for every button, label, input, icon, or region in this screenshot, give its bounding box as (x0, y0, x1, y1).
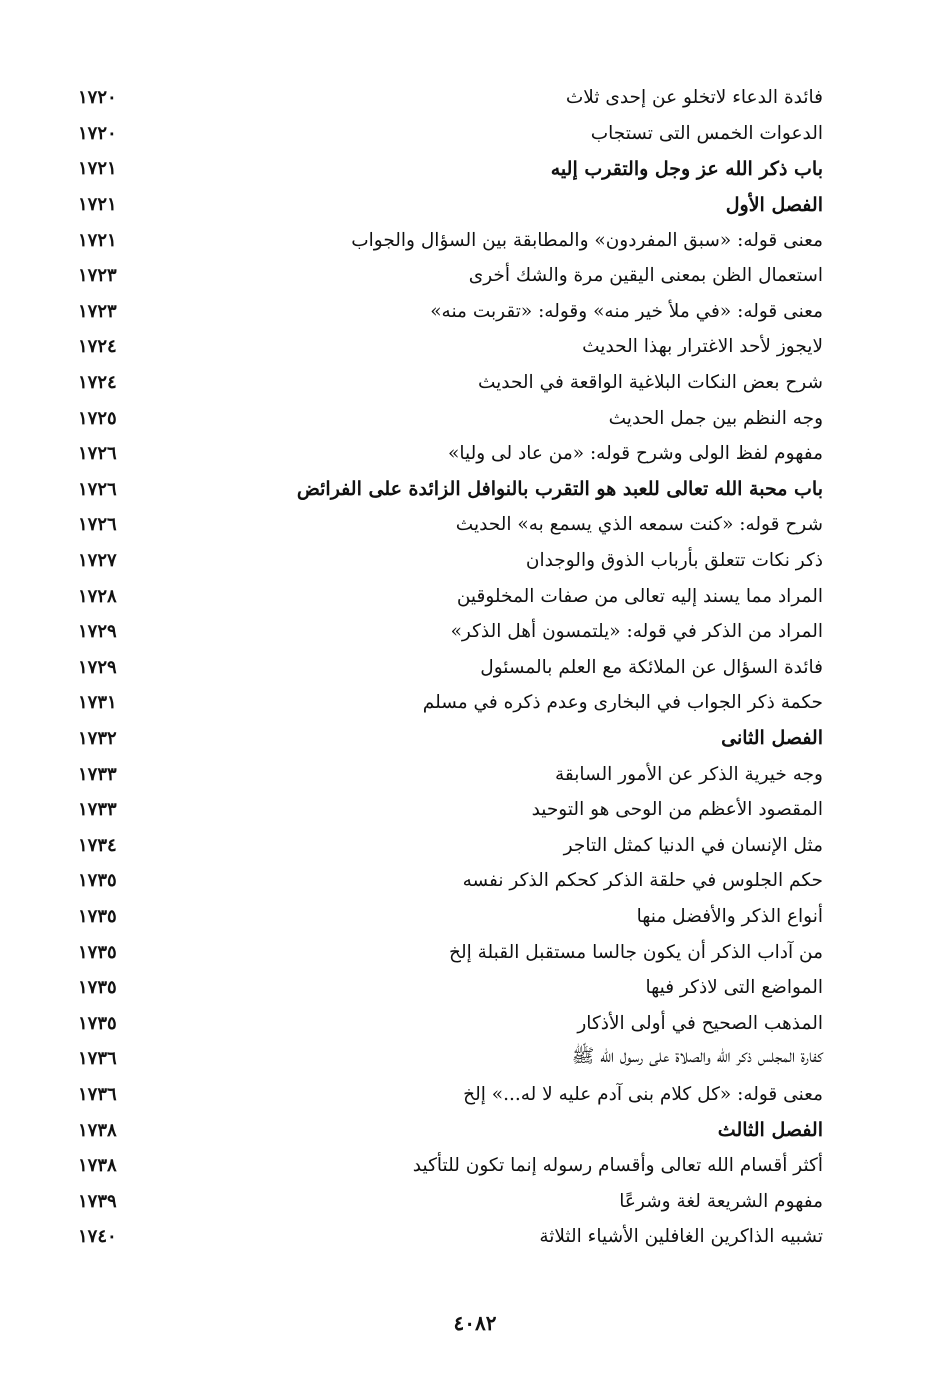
toc-entry-title: شرح قوله: «كنت سمعه الذي يسمع به» الحديث (455, 514, 823, 536)
toc-entry-row (78, 258, 823, 294)
toc-page-number: ١٧٣٥ (78, 1012, 117, 1034)
toc-page-number: ١٧٢٤ (78, 336, 117, 358)
toc-page-number: ١٧٢٣ (78, 265, 117, 287)
toc-page-number: ١٧٣٤ (78, 834, 117, 856)
toc-entry-row (78, 650, 823, 686)
toc-page-number: ١٧٢٩ (78, 621, 117, 643)
toc-entry-row (78, 400, 823, 436)
toc-entry-title: مفهوم الشريعة لغة وشرعًا (619, 1190, 823, 1212)
toc-page-number: ١٧٣٦ (78, 1048, 117, 1070)
toc-page-number: ١٧٣٨ (78, 1155, 117, 1177)
toc-entry-row (78, 80, 823, 116)
toc-entry-title: الدعوات الخمس التى تستجاب (590, 122, 823, 144)
toc-entry-row (78, 792, 823, 828)
toc-entry-row (78, 222, 823, 258)
toc-page-number: ١٧٣٢ (78, 727, 117, 749)
toc-page-number: ١٧٣٩ (78, 1190, 117, 1212)
toc-entry-row (78, 934, 823, 970)
toc-entry-row (78, 1183, 823, 1219)
toc-page-number: ١٧٣٣ (78, 763, 117, 785)
toc-entry-row (78, 1005, 823, 1041)
toc-page-number: ١٧٣٥ (78, 870, 117, 892)
toc-entry-title: حكم الجلوس في حلقة الذكر كحكم الذكر نفسه (462, 870, 823, 892)
toc-entry-title: وجه النظم بين جمل الحديث (608, 407, 823, 429)
toc-entry-row (78, 1148, 823, 1184)
toc-heading-row (78, 472, 823, 508)
toc-page-number: ١٧٣٦ (78, 1083, 117, 1105)
toc-page-number: ١٧٢٣ (78, 300, 117, 322)
toc-entry-row (78, 1219, 823, 1255)
toc-entry-title: ذكر نكات تتعلق بأرباب الذوق والوجدان (525, 550, 823, 572)
toc-page-number: ١٧٢١ (78, 158, 117, 180)
toc-heading-row (78, 721, 823, 757)
toc-page-number: ١٧٣٥ (78, 977, 117, 999)
page-number: ٤٠٨٢ (453, 1311, 497, 1335)
toc-entry-row (78, 507, 823, 543)
toc-heading-row (78, 151, 823, 187)
toc-page-number: ١٧٢٨ (78, 585, 117, 607)
toc-page-number: ١٧٢٩ (78, 656, 117, 678)
toc-heading-title: الفصل الثالث (717, 1119, 823, 1142)
toc-entry-title: فائدة السؤال عن الملائكة مع العلم بالمسئول (480, 656, 823, 678)
toc-entry-row (78, 543, 823, 579)
toc-entry-row (78, 614, 823, 650)
toc-entry-row (78, 899, 823, 935)
toc-entry-title: وجه خيرية الذكر عن الأمور السابقة (554, 763, 823, 785)
toc-page-number: ١٧٣٨ (78, 1119, 117, 1141)
toc-entry-row (78, 365, 823, 401)
toc-page-number: ١٧٣٣ (78, 799, 117, 821)
toc-page-number: ١٧٢٠ (78, 87, 117, 109)
toc-page-number: ١٧٢٧ (78, 550, 117, 572)
toc-entry-title: أكثر أقسام الله تعالى وأقسام رسوله إنما تكون للتأكيد (412, 1155, 823, 1177)
toc-page-number: ١٧٣٥ (78, 905, 117, 927)
toc-entry-row (78, 1041, 823, 1077)
toc-page-number: ١٧٢٤ (78, 372, 117, 394)
toc-entry-title: شرح بعض النكات البلاغية الواقعة في الحديث (477, 372, 823, 394)
toc-entry-title: لايجوز لأحد الاغترار بهذا الحديث (582, 336, 823, 358)
toc-entry-row (78, 1077, 823, 1113)
toc-page-number: ١٧٢١ (78, 229, 117, 251)
toc-entry-row (78, 756, 823, 792)
toc-heading-title: باب محبة الله تعالى للعبد هو التقرب بالنوافل الزائدة على الفرائض (296, 478, 823, 501)
toc-entry-title: أنواع الذكر والأفضل منها (636, 905, 823, 927)
toc-heading-title: الفصل الثانى (721, 727, 823, 750)
toc-entry-title: مفهوم لفظ الولى وشرح قوله: «من عاد لى وليا» (448, 443, 823, 465)
toc-entry-row (78, 294, 823, 330)
toc-page-number: ١٧٢٦ (78, 478, 117, 500)
toc-entry-title: معنى قوله: «سبق المفردون» والمطابقة بين السؤال والجواب (351, 229, 823, 251)
toc-entry-row (78, 863, 823, 899)
toc-entry-title: فائدة الدعاء لاتخلو عن إحدى ثلاث (565, 87, 823, 109)
toc-entry-row (78, 578, 823, 614)
toc-page-number: ١٧٣٥ (78, 941, 117, 963)
toc-entry-title: استعمال الظن بمعنى اليقين مرة والشك أخرى (468, 265, 823, 287)
toc-entry-row (78, 116, 823, 152)
toc-page-number: ١٧٣١ (78, 692, 117, 714)
toc-page-number: ١٧٤٠ (78, 1226, 117, 1248)
toc-heading-title: الفصل الأول (725, 193, 823, 216)
toc-entry-row (78, 685, 823, 721)
toc-page-number: ١٧٢١ (78, 194, 117, 216)
toc-heading-title: باب ذكر الله عز وجل والتقرب إليه (550, 157, 823, 180)
toc-entry-row (78, 329, 823, 365)
toc-entry-title: معنى قوله: «كل كلام بنى آدم عليه لا له...» إلخ (463, 1083, 823, 1105)
toc-entry-title: تشبيه الذاكرين الغافلين الأشياء الثلاثة (539, 1226, 823, 1248)
toc-entry-row (78, 827, 823, 863)
table-of-contents (78, 80, 823, 1255)
toc-entry-title: مثل الإنسان في الدنيا كمثل التاجر (563, 834, 823, 856)
toc-page-number: ١٧٢٠ (78, 122, 117, 144)
toc-entry-row (78, 436, 823, 472)
toc-heading-row (78, 187, 823, 223)
toc-entry-title: من آداب الذكر أن يكون جالسا مستقبل القبلة إلخ (449, 941, 823, 963)
toc-entry-title: معنى قوله: «في ملأ خير منه» وقوله: «تقربت منه» (430, 300, 823, 322)
toc-page-number: ١٧٢٦ (78, 443, 117, 465)
toc-entry-title: المقصود الأعظم من الوحى هو التوحيد (531, 799, 823, 821)
toc-page-number: ١٧٢٥ (78, 407, 117, 429)
toc-entry-title: المراد من الذكر في قوله: «يلتمسون أهل الذكر» (450, 621, 823, 643)
toc-heading-row (78, 1112, 823, 1148)
toc-page-number: ١٧٢٦ (78, 514, 117, 536)
toc-entry-title: المراد مما يسند إليه تعالى من صفات المخلوقين (456, 585, 823, 607)
toc-entry-title: كفارة المجلس ذكر الله والصلاة على رسول الله ﷺ (571, 1045, 823, 1067)
toc-entry-title: حكمة ذكر الجواب في البخارى وعدم ذكره في مسلم (422, 692, 823, 714)
toc-entry-title: المواضع التى لاذكر فيها (645, 977, 823, 999)
toc-entry-row (78, 970, 823, 1006)
toc-entry-title: المذهب الصحيح في أولى الأذكار (577, 1012, 823, 1034)
